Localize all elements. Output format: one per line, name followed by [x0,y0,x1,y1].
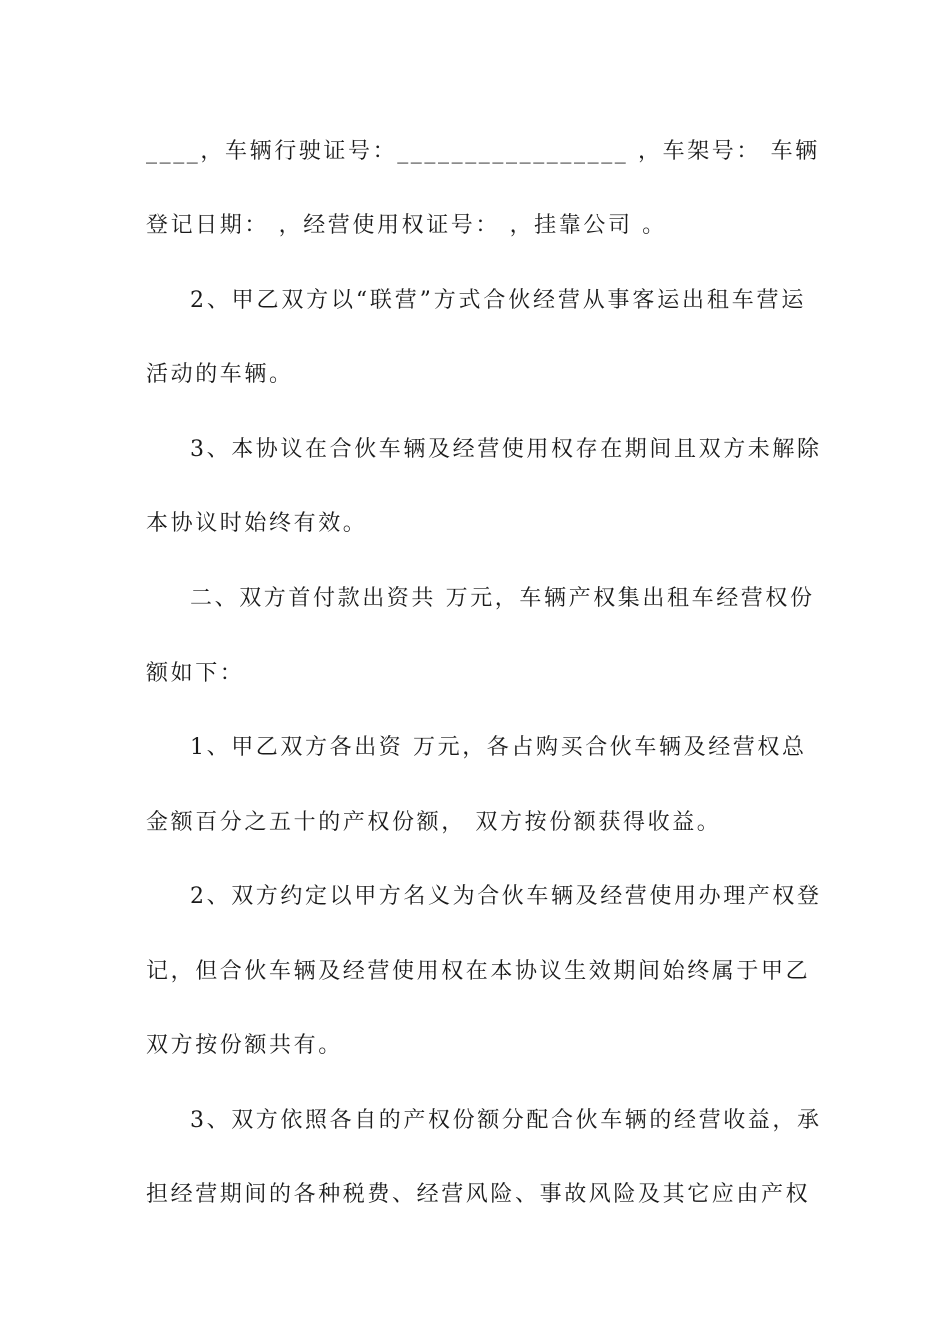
text-line: 担经营期间的各种税费、经营风险、事故风险及其它应由产权 [146,1182,811,1207]
text-line: 金额百分之五十的产权份额， 双方按份额获得收益。 [146,810,722,835]
text-line: 登记日期： ，经营使用权证号： ，挂靠公司 。 [146,213,667,238]
text-line: 记，但合伙车辆及经营使用权在本协议生效期间始终属于甲乙 [146,959,811,984]
paragraph-first-line: 1、甲乙双方各出资 万元，各占购买合伙车辆及经营权总 [190,735,807,760]
text-line: ____，车辆行驶证号：_________________ ，车架号： 车辆 [146,139,820,164]
paragraph-first-line: 3、双方依照各自的产权份额分配合伙车辆的经营收益，承 [190,1108,822,1133]
text-line: 活动的车辆。 [146,362,294,387]
section-heading-line: 二、双方首付款出资共 万元，车辆产权集出租车经营权份 [190,586,815,611]
paragraph-first-line: 3、本协议在合伙车辆及经营使用权存在期间且双方未解除 [190,437,822,462]
text-line: 额如下： [146,661,245,686]
text-line: 本协议时始终有效。 [146,511,368,536]
paragraph-first-line: 2、甲乙双方以“联营”方式合伙经营从事客运出租车营运 [190,288,806,313]
paragraph-first-line: 2、双方约定以甲方名义为合伙车辆及经营使用办理产权登 [190,884,822,909]
text-line: 双方按份额共有。 [146,1033,343,1058]
